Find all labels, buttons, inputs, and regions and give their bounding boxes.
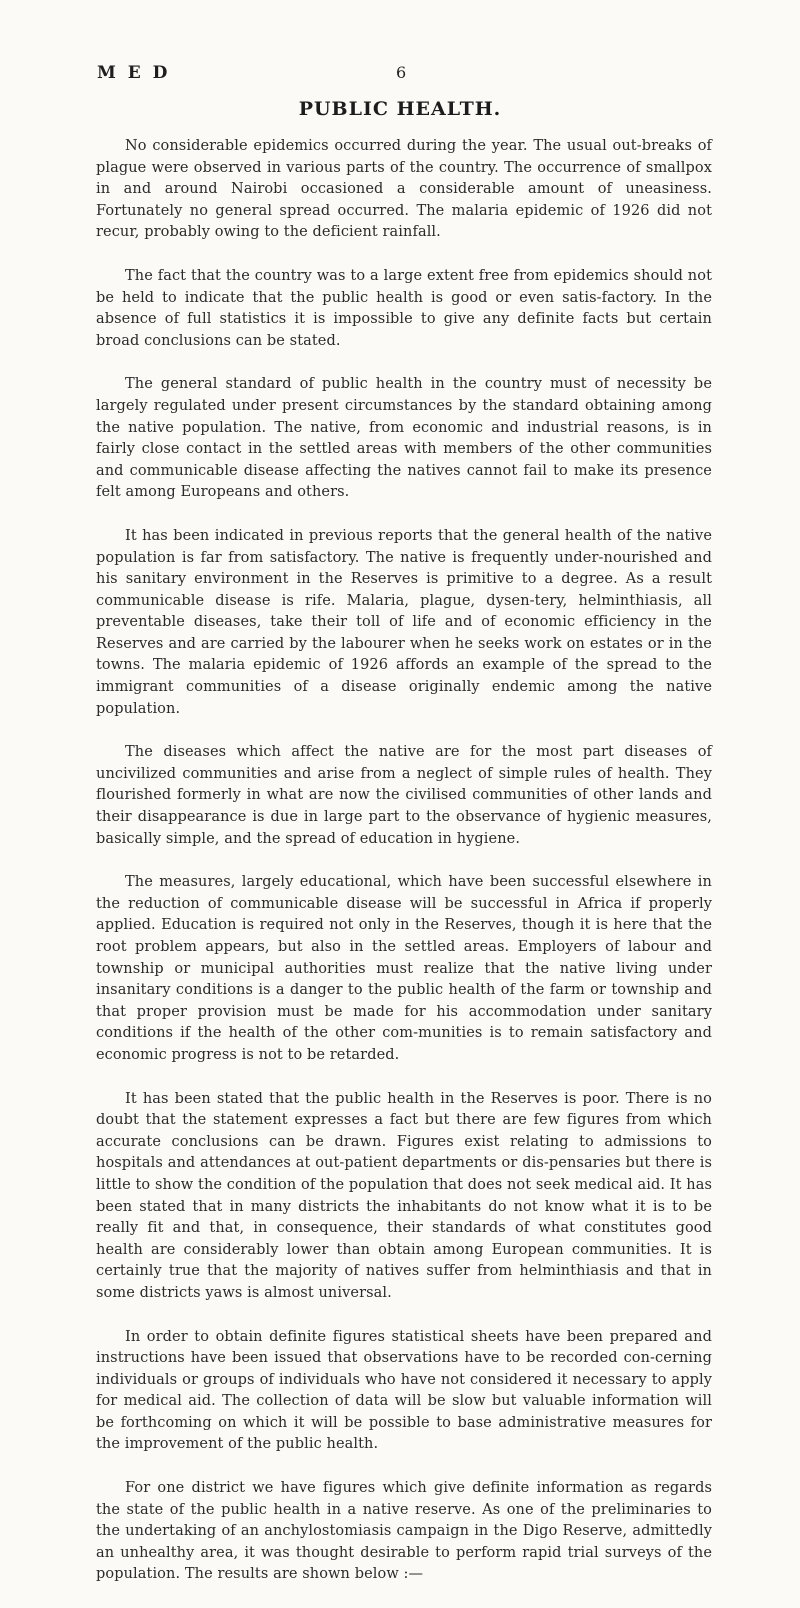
- paragraph-educational-measures: The measures, largely educational, which have been successful elsewhere in the reduction of communicable disease will be successful in Africa if properly applied. Education is required not only in the Reserves, though it is here that the root problem appears, but also in the settled areas. Employers of labour and township or municipal authorities must realize that the native living under insanitary conditions is a danger to the public health of the farm or township and that proper provision must be made for his accommodation under sanitary conditions if the health of the other com-munities is to remain satisfactory and economic progress is not to be retarded.: [96, 874, 712, 1063]
- paragraph-statistical-sheets: In order to obtain definite figures statistical sheets have been prepared and instructions have been issued that observations have to be recorded con-cerning individuals or groups of individuals who have not considered it necessary to apply for medical aid. The collection of data will be slow but valuable information will be forthcoming on which it will be possible to base administrative measures for the improvement of the public health.: [96, 1328, 712, 1453]
- paragraph-native-population: The general standard of public health in the country must of necessity be largely regulated under present circumstances by the standard obtaining among the native population. The native, from economic and industrial reasons, is in fairly close contact in the settled areas with members of the other communities and communicable disease affecting the natives cannot fail to make its presence felt among Europeans and others.: [96, 376, 712, 501]
- paragraph-reserves-health: It has been stated that the public health in the Reserves is poor. There is no doubt that the statement expresses a fact but there are few figures from which accurate conclusions can be drawn. Figures exist relating to admissions to hospitals and attendances at out-patient departments or dis-pensaries but there is little to show the condition of the population that does not seek medical aid. It has been stated that in many districts the inhabitants do not know what it is to be really fit and that, in consequence, their standards of what constitutes good health are considerably lower than obtain among European communities. It is certainly true that the majority of natives suffer from helminthiasis and that in some districts yaws is almost universal.: [96, 1090, 712, 1301]
- paragraph-digo-reserve: For one district we have figures which give definite information as regards the state of the public health in a native reserve. As one of the preliminaries to the undertaking of an anchylostomiasis campaign in the Digo Reserve, admittedly an unhealthy area, it was thought desirable to perform rapid trial surveys of the population. The results are shown below :—: [96, 1480, 712, 1583]
- page-title: PUBLIC HEALTH.: [298, 98, 502, 120]
- paragraph-health-standard-caveat: The fact that the country was to a large extent free from epidemics should not be held to indicate that the public health is good or even satis-factory. In the absence of full statistics it is impossible to give any definite facts but certain broad conclusions can be stated.: [96, 267, 712, 349]
- body-text: [96, 136, 712, 1608]
- paragraph-previous-reports: It has been indicated in previous reports that the general health of the native population is far from satisfactory. The native is frequently under-nourished and his sanitary environment in the Reserves is primitive to a degree. As a result communicable disease is rife. Malaria, plague, dysen-tery, helminthiasis, all preventable diseases, take their toll of life and of economic efficiency in the Reserves and are carried by the labourer when he seeks work on estates or in the towns. The malaria epidemic of 1926 affords an example of the spread to the immigrant communities of a disease originally endemic among the native population.: [96, 527, 712, 717]
- report-code: M E D: [97, 63, 171, 83]
- paragraph-uncivilized-diseases: The diseases which affect the native are for the most part diseases of uncivilized communities and arise from a neglect of simple rules of health. They flourished formerly in what are now the civilised communities of other lands and their disappearance is due in large part to the observance of hygienic measures, basically simple, and the spread of education in hygiene.: [96, 744, 712, 847]
- paragraph-epidemics: No considerable epidemics occurred during the year. The usual out-breaks of plague were observed in various parts of the country. The occurrence of smallpox in and around Nairobi occasioned a considerable amount of uneasiness. Fortunately no general spread occurred. The malaria epidemic of 1926 did not recur, probably owing to the deficient rainfall.: [96, 138, 712, 241]
- page-number: 6: [396, 63, 407, 82]
